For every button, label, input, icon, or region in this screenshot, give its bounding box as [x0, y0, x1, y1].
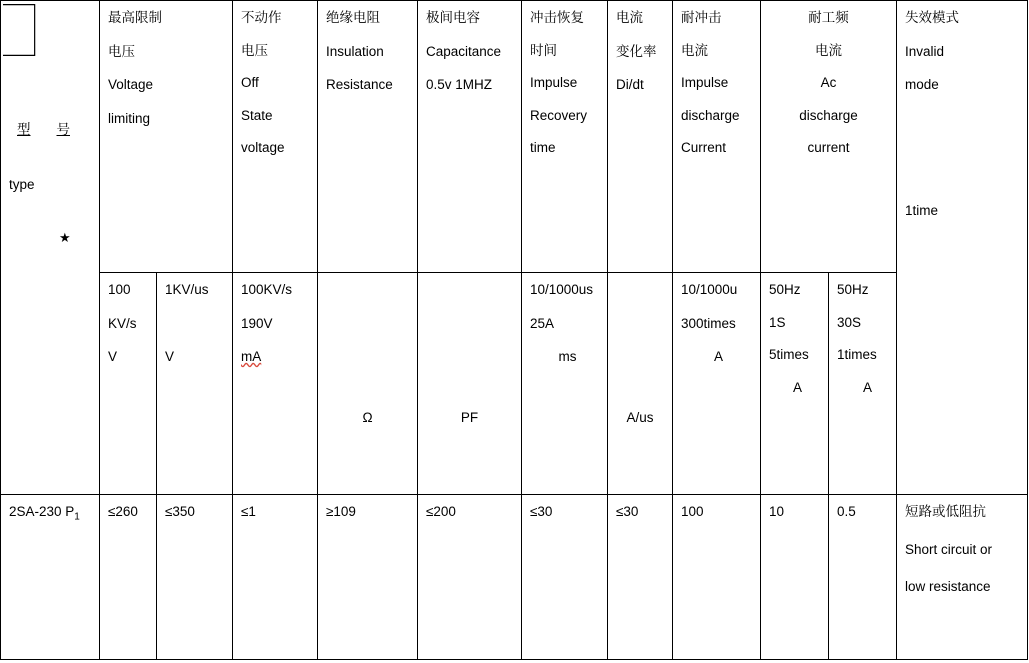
corner-header-cell	[1, 1, 100, 495]
header-line: Capacitance	[426, 43, 502, 59]
subheader-1kvus	[157, 273, 233, 495]
cell-insulation-resistance: ≥109	[318, 495, 418, 660]
cell-impulse-discharge-current: 100	[673, 495, 761, 660]
header-line: Invalid	[905, 43, 945, 59]
header-line: limiting	[108, 110, 151, 126]
cell-ac-50hz-1s: 10	[761, 495, 829, 660]
header-line: 电压	[241, 42, 268, 58]
header-line: 1time	[905, 202, 939, 218]
header-line: Off	[241, 75, 259, 90]
star-icon: ★	[59, 230, 71, 245]
header-line: 耐冲击	[681, 10, 722, 25]
header-line: Resistance	[326, 77, 393, 92]
header-line: 不动作	[241, 10, 282, 25]
subheader-100kvs	[100, 273, 157, 495]
header-line: Impulse	[681, 75, 729, 90]
header-line: 0.5v 1MHZ	[426, 77, 493, 92]
model-name: 2SA-230 $P_1$	[9, 504, 80, 523]
subheader-unit: A	[863, 379, 873, 395]
header-line: 电流	[681, 42, 708, 58]
corner-label-cn-2: 号	[56, 122, 70, 137]
subheader-unit: V	[165, 348, 175, 364]
cell-impulse-recovery-time: ≤30	[522, 495, 608, 660]
header-line: 时间	[530, 42, 557, 58]
header-capacitance	[418, 1, 522, 273]
subheader-unit: V	[108, 349, 118, 364]
subheader-line: 10/1000u	[681, 282, 738, 297]
subheader-ac-50hz-1s	[761, 273, 829, 495]
header-line: Voltage	[108, 77, 154, 92]
header-row-units	[1, 273, 1028, 495]
subheader-off-state-voltage	[233, 273, 318, 495]
cell-voltage-limiting-1kvus: ≤350	[157, 495, 233, 660]
cell-capacitance: ≤200	[418, 495, 522, 660]
subheader-line: 50Hz	[837, 282, 869, 297]
header-line: State	[241, 107, 273, 123]
cell-voltage-limiting-100kvs: ≤260	[100, 495, 157, 660]
invalid-mode-line: Short circuit or	[905, 541, 993, 557]
header-line: 最高限制	[108, 10, 162, 25]
header-line: Current	[681, 140, 727, 155]
header-line: 电压	[108, 43, 135, 59]
subheader-line: 30S	[837, 314, 862, 330]
header-line: Di/dt	[616, 77, 644, 92]
subheader-ac-50hz-30s	[829, 273, 897, 495]
header-line: time	[530, 140, 556, 155]
subheader-line: 190V	[241, 315, 273, 331]
header-line: Impulse	[530, 75, 578, 90]
header-voltage-limiting	[100, 1, 233, 273]
header-line: 变化率	[616, 43, 657, 59]
cell-invalid-mode	[897, 495, 1028, 660]
header-off-state-voltage	[233, 1, 318, 273]
header-insulation-resistance	[318, 1, 418, 273]
cell-current-rate: ≤30	[608, 495, 673, 660]
header-invalid-mode	[897, 1, 1028, 495]
subheader-line: 1KV/us	[165, 282, 209, 297]
subheader-line: 100KV/s	[241, 282, 293, 297]
header-impulse-recovery-time	[522, 1, 608, 273]
model-subscript: 1	[74, 511, 80, 523]
subheader-unit: PF	[460, 410, 479, 425]
header-line: voltage	[241, 140, 285, 155]
header-line: mode	[905, 77, 939, 92]
corner-label-en: type	[9, 177, 35, 192]
subheader-line: 100	[108, 282, 131, 297]
table-row	[1, 495, 1028, 660]
subheader-unit: A	[792, 379, 802, 395]
subheader-line: 1times	[837, 347, 877, 362]
subheader-current-rate-unit	[608, 273, 673, 495]
cell-off-state-voltage: ≤1	[233, 495, 318, 660]
header-line: 绝缘电阻	[326, 10, 380, 25]
subheader-unit: mA	[241, 349, 262, 364]
header-line: 电流	[616, 10, 643, 25]
subheader-line: 300times	[681, 315, 736, 331]
header-row-main	[1, 1, 1028, 273]
subheader-line: 25A	[530, 315, 555, 331]
invalid-mode-line: 短路或低阻抗	[905, 504, 987, 519]
subheader-line: KV/s	[108, 315, 137, 331]
header-line: Ac	[820, 75, 837, 90]
header-current-rate	[608, 1, 673, 273]
subheader-line: 50Hz	[769, 282, 801, 297]
subheader-line: 1S	[769, 314, 786, 330]
header-line: discharge	[799, 107, 858, 123]
cell-ac-50hz-30s: 0.5	[829, 495, 897, 660]
subheader-unit: Ω	[362, 410, 373, 425]
subheader-impulse-recovery	[522, 273, 608, 495]
subheader-unit: ms	[558, 349, 577, 364]
subheader-unit: A	[713, 349, 723, 364]
subheader-unit: A/us	[626, 410, 654, 425]
header-line: 耐工频	[808, 10, 849, 25]
header-line: 失效模式	[905, 10, 960, 25]
header-line: 极间电容	[426, 10, 480, 25]
invalid-mode-line: low resistance	[905, 579, 991, 594]
header-line: discharge	[681, 107, 740, 123]
subheader-line: 5times	[769, 347, 809, 362]
header-ac-discharge-current	[761, 1, 897, 273]
cell-model	[1, 495, 100, 660]
header-line: Insulation	[326, 43, 384, 59]
subheader-insulation-resistance-unit	[318, 273, 418, 495]
header-impulse-discharge-current	[673, 1, 761, 273]
corner-label-cn-1: 型	[17, 122, 31, 137]
subheader-impulse-discharge	[673, 273, 761, 495]
header-line: 冲击恢复	[530, 10, 584, 25]
header-line: current	[807, 140, 850, 155]
header-line: Recovery	[530, 107, 588, 123]
subheader-capacitance-unit	[418, 273, 522, 495]
corner-diagonal-icon	[1, 1, 99, 494]
corner-label-cn	[17, 123, 70, 137]
subheader-line: 10/1000us	[530, 282, 594, 297]
header-line: 电流	[815, 42, 842, 58]
